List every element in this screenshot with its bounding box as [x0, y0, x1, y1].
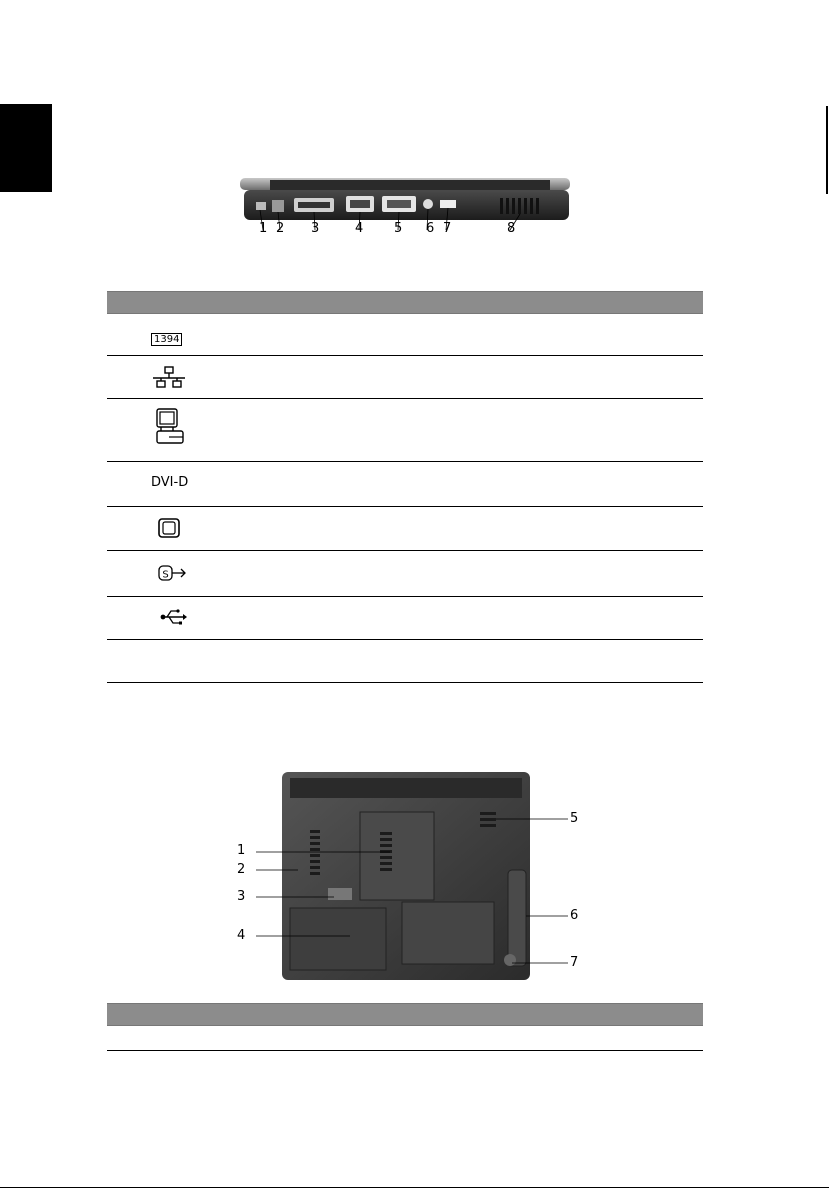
rear-label-4: 4	[355, 221, 364, 236]
table-row	[107, 640, 703, 683]
rear-label-2: 2	[276, 221, 285, 236]
table-row	[107, 314, 703, 356]
table-header	[107, 1003, 703, 1026]
bottom-label-3: 3	[237, 889, 246, 904]
rear-view-image	[230, 168, 600, 238]
svg-text:S: S	[162, 569, 169, 581]
margin-marker	[826, 106, 828, 194]
ieee1394-icon: 1394	[151, 327, 182, 346]
s-video-icon	[151, 563, 191, 589]
rear-label-8: 8	[507, 221, 516, 236]
bottom-view-image	[230, 770, 590, 995]
table-row	[107, 507, 703, 551]
table-row	[107, 399, 703, 462]
bottom-components-table	[107, 1003, 703, 1051]
chapter-tab-marker	[0, 104, 52, 192]
table-row	[107, 462, 703, 507]
rear-label-1: 1	[259, 221, 268, 236]
modem-icon	[151, 407, 187, 451]
table-row	[107, 1026, 703, 1051]
bottom-label-2: 2	[237, 862, 246, 877]
rear-label-5: 5	[394, 221, 403, 236]
bottom-view-figure	[230, 770, 590, 995]
footer-rule	[0, 1187, 829, 1188]
bottom-label-7: 7	[570, 955, 579, 970]
bottom-label-5: 5	[570, 811, 579, 826]
bottom-label-4: 4	[237, 928, 246, 943]
rear-label-6: 6	[426, 221, 435, 236]
external-display-icon	[151, 517, 187, 545]
table-row	[107, 551, 703, 597]
network-icon	[151, 366, 187, 392]
bottom-label-6: 6	[570, 908, 579, 923]
bottom-label-1: 1	[237, 843, 246, 858]
usb-icon	[151, 607, 187, 631]
rear-label-3: 3	[311, 221, 320, 236]
dvi-d-icon: DVI-D	[151, 475, 189, 490]
table-header	[107, 291, 703, 314]
rear-view-figure	[230, 168, 600, 268]
rear-ports-table	[107, 291, 703, 683]
table-row	[107, 356, 703, 399]
table-row	[107, 597, 703, 640]
rear-label-7: 7	[443, 221, 452, 236]
